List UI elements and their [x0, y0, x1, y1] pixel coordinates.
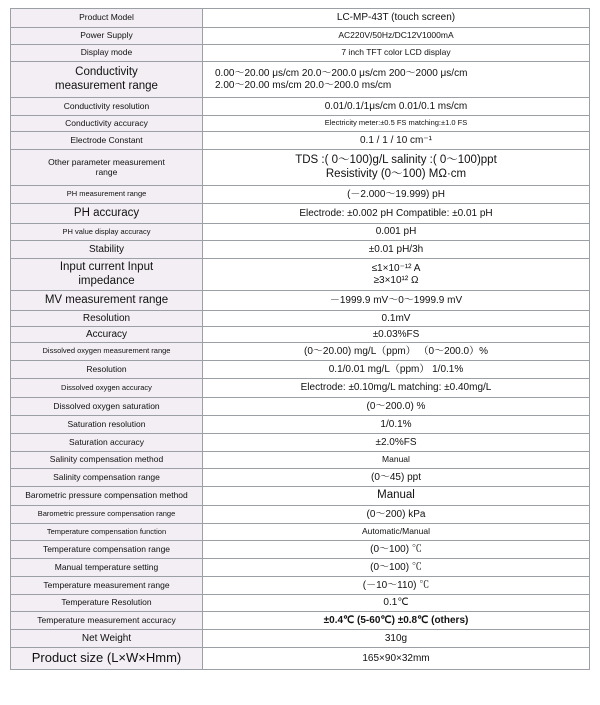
spec-label-cell: Net Weight	[11, 630, 203, 648]
table-row	[11, 259, 590, 291]
spec-label-cell: PH value display accuracy	[11, 224, 203, 241]
table-row	[11, 487, 590, 506]
table-row	[11, 186, 590, 204]
table-row	[11, 648, 590, 670]
spec-value-cell: (0～200.0) %	[203, 398, 590, 416]
table-row	[11, 150, 590, 186]
table-row	[11, 469, 590, 487]
spec-value-cell: 0.001 pH	[203, 224, 590, 241]
spec-value-cell: ±0.03%FS	[203, 327, 590, 343]
spec-value-cell: 165×90×32mm	[203, 648, 590, 670]
spec-value-cell: Automatic/Manual	[203, 524, 590, 541]
spec-value-cell: Electrode: ±0.10mg/L matching: ±0.40mg/L	[203, 379, 590, 398]
table-row	[11, 559, 590, 577]
spec-value-cell: (－10～110) ℃	[203, 577, 590, 595]
spec-value-cell: Electrode: ±0.002 pH Compatible: ±0.01 pH	[203, 204, 590, 224]
spec-value-cell: (0～100) ℃	[203, 541, 590, 559]
table-row	[11, 62, 590, 98]
table-row	[11, 9, 590, 28]
spec-label-cell: Other parameter measurement range	[11, 150, 203, 186]
specification-table	[10, 8, 590, 670]
spec-label-cell: MV measurement range	[11, 291, 203, 311]
spec-value-cell: (－2.000～19.999) pH	[203, 186, 590, 204]
table-row	[11, 241, 590, 259]
spec-value-cell: Manual	[203, 452, 590, 469]
spec-label-cell: Power Supply	[11, 28, 203, 45]
spec-label-cell: Barometric pressure compensation range	[11, 506, 203, 524]
spec-label-cell: Temperature Resolution	[11, 595, 203, 612]
spec-value-cell: 0.1℃	[203, 595, 590, 612]
spec-label-cell: Conductivity measurement range	[11, 62, 203, 98]
table-row	[11, 224, 590, 241]
spec-label-cell: Salinity compensation range	[11, 469, 203, 487]
spec-label-cell: Product size (L×W×Hmm)	[11, 648, 203, 670]
spec-value-cell: 0.00～20.00 μs/cm 20.0～200.0 μs/cm 200～2000 μs/cm 2.00～20.00 ms/cm 20.0～200.0 ms/cm	[203, 62, 590, 98]
spec-value-cell: ±0.4℃ (5-60℃) ±0.8℃ (others)	[203, 612, 590, 630]
spec-value-cell: AC220V/50Hz/DC12V1000mA	[203, 28, 590, 45]
spec-label-cell: Electrode Constant	[11, 132, 203, 150]
spec-label-cell: Product Model	[11, 9, 203, 28]
spec-label-cell: Input current Input impedance	[11, 259, 203, 291]
spec-value-cell: Manual	[203, 487, 590, 506]
table-row	[11, 98, 590, 116]
spec-label-cell: Barometric pressure compensation method	[11, 487, 203, 506]
spec-value-cell: 0.01/0.1/1μs/cm 0.01/0.1 ms/cm	[203, 98, 590, 116]
spec-value-cell: Electricity meter:±0.5 FS matching:±1.0 FS	[203, 116, 590, 132]
spec-value-cell: (0～20.00) mg/L（ppm） （0～200.0）%	[203, 343, 590, 361]
spec-label-cell: Conductivity accuracy	[11, 116, 203, 132]
spec-label-cell: Dissolved oxygen accuracy	[11, 379, 203, 398]
spec-label-cell: Temperature measurement range	[11, 577, 203, 595]
spec-label-cell: Stability	[11, 241, 203, 259]
table-row	[11, 630, 590, 648]
specification-table-body	[11, 9, 590, 670]
spec-label-cell: Conductivity resolution	[11, 98, 203, 116]
spec-value-cell: 7 inch TFT color LCD display	[203, 45, 590, 62]
table-row	[11, 524, 590, 541]
table-row	[11, 452, 590, 469]
spec-label-cell: Saturation accuracy	[11, 434, 203, 452]
table-row	[11, 327, 590, 343]
spec-label-cell: Temperature measurement accuracy	[11, 612, 203, 630]
spec-label-cell: Resolution	[11, 311, 203, 327]
table-row	[11, 506, 590, 524]
table-row	[11, 45, 590, 62]
spec-label-cell: Resolution	[11, 361, 203, 379]
table-row	[11, 311, 590, 327]
spec-label-cell: Salinity compensation method	[11, 452, 203, 469]
table-row	[11, 595, 590, 612]
spec-value-cell: TDS :( 0～100)g/L salinity :( 0～100)ppt Resistivity (0～100) MΩ·cm	[203, 150, 590, 186]
table-row	[11, 28, 590, 45]
table-row	[11, 416, 590, 434]
table-row	[11, 379, 590, 398]
spec-value-cell: 0.1/0.01 mg/L（ppm） 1/0.1%	[203, 361, 590, 379]
spec-value-cell: LC-MP-43T (touch screen)	[203, 9, 590, 28]
spec-label-cell: PH measurement range	[11, 186, 203, 204]
spec-value-cell: (0～100) ℃	[203, 559, 590, 577]
table-row	[11, 343, 590, 361]
table-row	[11, 577, 590, 595]
spec-value-cell: 0.1mV	[203, 311, 590, 327]
spec-value-cell: 0.1 / 1 / 10 cm⁻¹	[203, 132, 590, 150]
table-row	[11, 612, 590, 630]
spec-label-cell: Temperature compensation range	[11, 541, 203, 559]
spec-label-cell: Accuracy	[11, 327, 203, 343]
spec-value-cell: 310g	[203, 630, 590, 648]
table-row	[11, 434, 590, 452]
spec-label-cell: Display mode	[11, 45, 203, 62]
table-row	[11, 291, 590, 311]
spec-value-cell: －1999.9 mV～0～1999.9 mV	[203, 291, 590, 311]
spec-value-cell: 1/0.1%	[203, 416, 590, 434]
spec-value-cell: ≤1×10⁻¹² A ≥3×10¹² Ω	[203, 259, 590, 291]
spec-label-cell: PH accuracy	[11, 204, 203, 224]
table-row	[11, 361, 590, 379]
spec-label-cell: Temperature compensation function	[11, 524, 203, 541]
spec-label-cell: Saturation resolution	[11, 416, 203, 434]
spec-value-cell: (0～45) ppt	[203, 469, 590, 487]
spec-value-cell: (0～200) kPa	[203, 506, 590, 524]
table-row	[11, 541, 590, 559]
table-row	[11, 116, 590, 132]
table-row	[11, 398, 590, 416]
spec-label-cell: Dissolved oxygen measurement range	[11, 343, 203, 361]
spec-label-cell: Dissolved oxygen saturation	[11, 398, 203, 416]
table-row	[11, 204, 590, 224]
spec-value-cell: ±2.0%FS	[203, 434, 590, 452]
spec-label-cell: Manual temperature setting	[11, 559, 203, 577]
spec-value-cell: ±0.01 pH/3h	[203, 241, 590, 259]
table-row	[11, 132, 590, 150]
